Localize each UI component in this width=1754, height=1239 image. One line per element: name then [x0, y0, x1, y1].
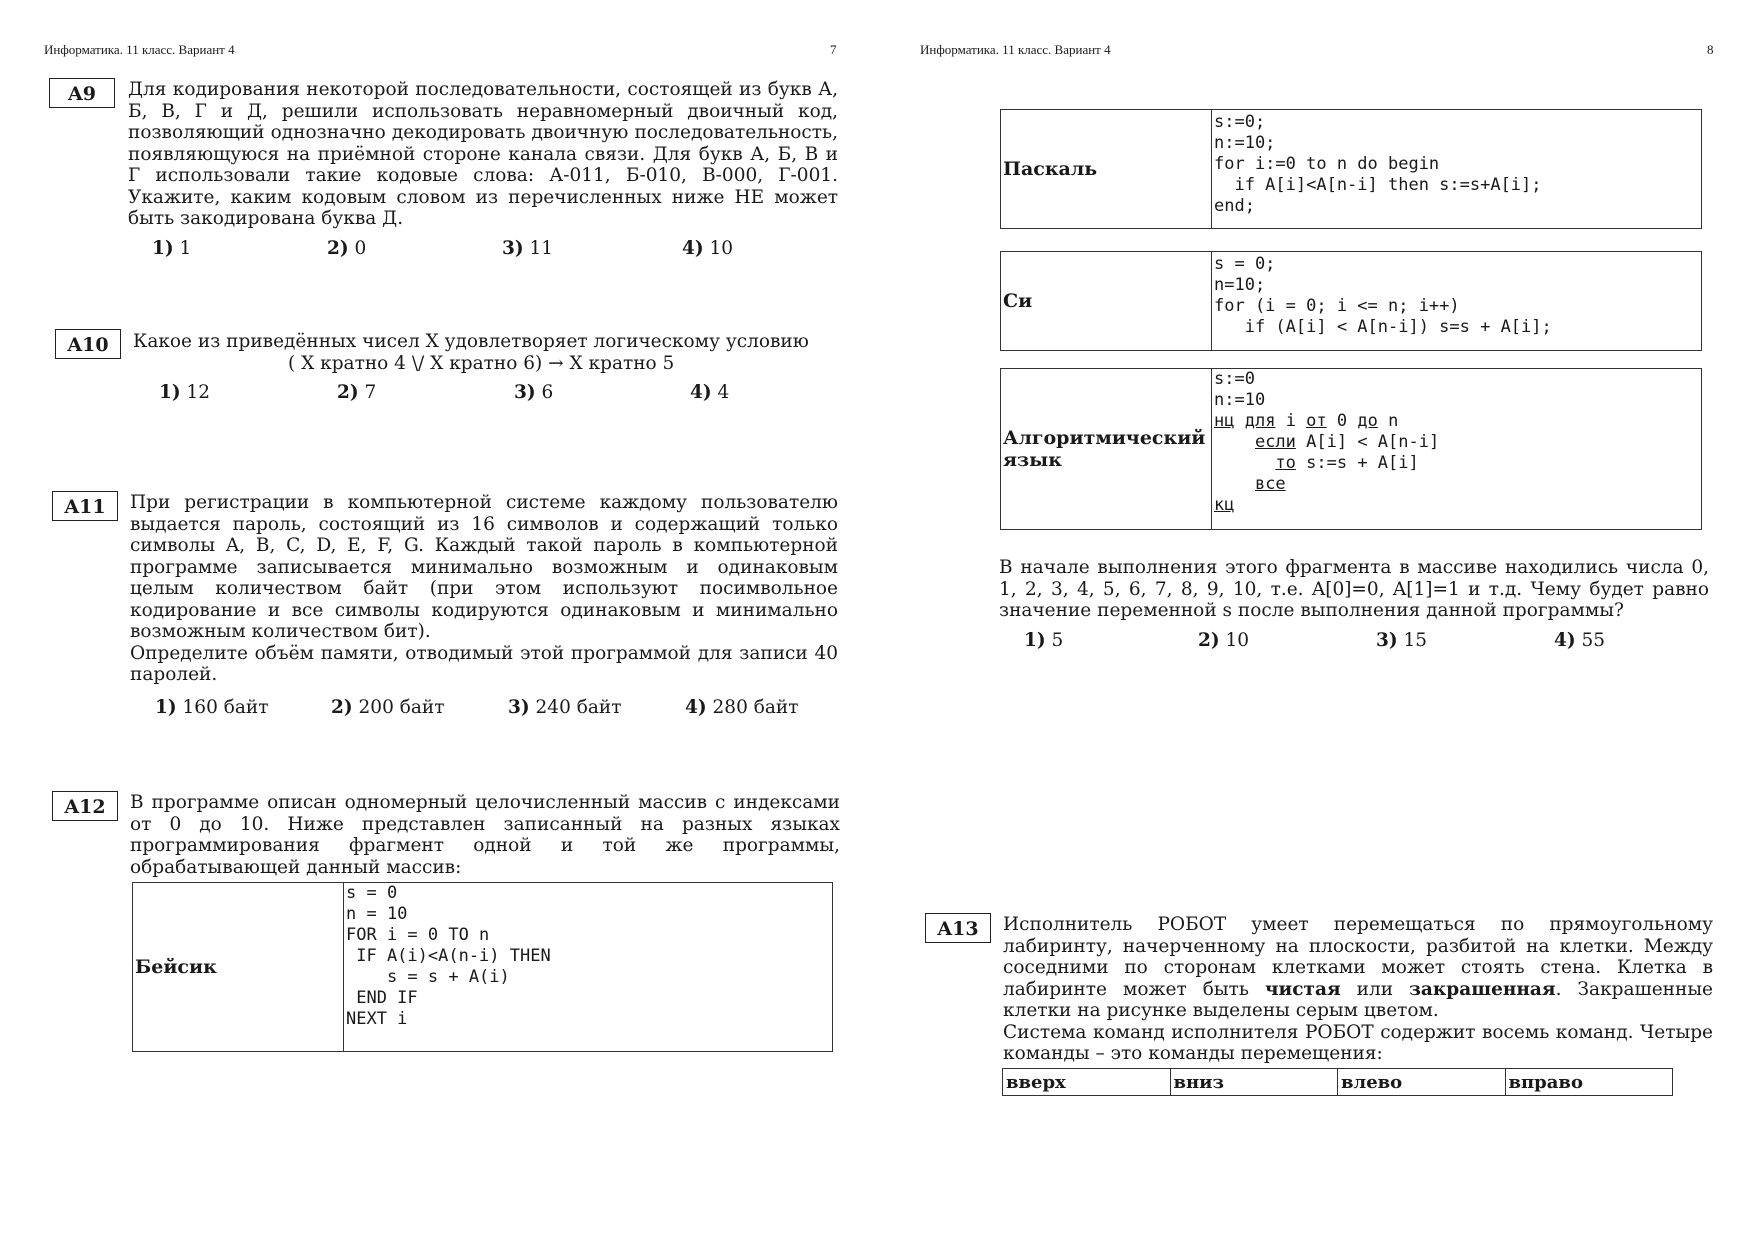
a10-answers	[159, 382, 729, 403]
a10-answer-3: 3) 6	[514, 382, 554, 403]
a12-answers	[1024, 630, 1605, 651]
a13-question-2: Система команд исполнителя РОБОТ содержит восемь команд. Четыре команды – это команды перемещения:	[1003, 1021, 1713, 1064]
command-down: вниз	[1170, 1069, 1338, 1096]
a9-text	[128, 79, 838, 230]
a10-answer-2: 2) 7	[337, 382, 377, 403]
a12-answer-1: 1) 5	[1024, 630, 1064, 651]
basic-code: s = 0 n = 10 FOR i = 0 TO n IF A(i)<A(n-i) THEN s = s + A(i) END IF NEXT i	[344, 883, 833, 1052]
a12-text	[130, 792, 840, 878]
pascal-lang-label: Паскаль	[1001, 110, 1212, 229]
a13-text	[1003, 914, 1713, 1065]
a9-label: A9	[49, 78, 115, 108]
alg-code-table	[1000, 368, 1702, 530]
robot-commands-table	[1002, 1068, 1673, 1096]
alg-code: s:=0 n:=10 нц для i от 0 до n если A[i] < A[n-i] то s:=s + A[i] все кц	[1212, 369, 1702, 530]
a13-label: A13	[925, 913, 991, 943]
c-lang-label: Си	[1001, 252, 1212, 351]
a9-answer-1: 1) 1	[152, 238, 192, 259]
a10-text	[133, 331, 838, 374]
left-page-number: 7	[830, 42, 837, 57]
after-code-question: В начале выполнения этого фрагмента в массиве находились числа 0, 1, 2, 3, 4, 5, 6, 7, 8, 9, 10, т.е. A[0]=0, A[1]=1 и т.д. Чему будет равно значение переменной s после выполнения данной программы?	[999, 557, 1709, 621]
right-page	[877, 0, 1754, 1239]
basic-lang-label: Бейсик	[133, 883, 344, 1052]
a9-answer-4: 4) 10	[682, 238, 734, 259]
a10-answer-1: 1) 12	[159, 382, 211, 403]
command-up: вверх	[1003, 1069, 1171, 1096]
a12-answer-4: 4) 55	[1554, 630, 1606, 651]
a11-question-2: Определите объём памяти, отводимый этой программой для записи 40 паролей.	[130, 642, 838, 685]
left-header: Информатика. 11 класс. Вариант 4	[44, 42, 235, 57]
a10-question: Какое из приведённых чисел X удовлетворяет логическому условию	[133, 331, 809, 352]
right-page-number: 8	[1707, 42, 1714, 57]
alg-lang-label: Алгоритмический язык	[1001, 369, 1212, 530]
a9-answer-2: 2) 0	[327, 238, 367, 259]
a9-question: Для кодирования некоторой последовательности, состоящей из букв А, Б, В, Г и Д, решили использовать неравномерный двоичный код, позволяющий однозначно декодировать двоичную последовательность, появляющуюся на приёмной стороне канала связи. Для букв А, Б, В и Г использовали такие кодовые слова: А-011, Б-010, В-000, Г-001. Укажите, каким кодовым словом из перечисленных ниже НЕ может быть закодирована буква Д.	[128, 79, 838, 229]
a10-answer-4: 4) 4	[690, 382, 730, 403]
a11-answer-1: 1) 160 байт	[155, 697, 269, 718]
a11-answers	[155, 697, 798, 718]
a12-label: A12	[52, 791, 118, 821]
a11-answer-4: 4) 280 байт	[685, 697, 799, 718]
command-left: влево	[1338, 1069, 1506, 1096]
a11-question: При регистрации в компьютерной системе каждому пользователю выдается пароль, состоящий из 16 символов и содержащий только символы A, B, C, D, E, F, G. Каждый такой пароль в компьютерной программе записывается минимально возможным и одинаковым целым количеством байт (при этом используют посимвольное кодирование и все символы кодируются одинаковым и минимально возможным количеством бит).	[130, 492, 838, 642]
a12-answer-3: 3) 15	[1376, 630, 1428, 651]
a11-answer-3: 3) 240 байт	[508, 697, 622, 718]
c-code-table	[1000, 251, 1702, 351]
pascal-code-table	[1000, 109, 1702, 229]
a10-formula: ( X кратно 4 \/ X кратно 6) → X кратно 5	[288, 352, 675, 374]
a10-label: A10	[55, 329, 121, 359]
a9-answer-3: 3) 11	[502, 238, 554, 259]
a13-question: Исполнитель РОБОТ умеет перемещаться по прямоугольному лабиринту, начерченному на плоскости, разбитой на клетки. Между соседними по сторонам клетками может стоять стена. Клетка в лабиринте может быть чистая или закрашенная. Закрашенные клетки на рисунке выделены серым цветом.	[1003, 914, 1713, 1021]
a12-answer-2: 2) 10	[1198, 630, 1250, 651]
basic-code-table	[132, 882, 833, 1052]
command-right: вправо	[1505, 1069, 1673, 1096]
c-code: s = 0; n=10; for (i = 0; i <= n; i++) if (A[i] < A[n-i]) s=s + A[i];	[1212, 252, 1702, 351]
a11-label: A11	[52, 491, 118, 521]
after-code-text	[999, 557, 1709, 622]
a9-answers	[152, 238, 733, 259]
a11-answer-2: 2) 200 байт	[331, 697, 445, 718]
a12-question: В программе описан одномерный целочисленный массив с индексами от 0 до 10. Ниже представлен записанный на разных языках программирования фрагмент одной и той же программы, обрабатывающей данный массив:	[130, 792, 840, 878]
a11-text	[130, 492, 838, 686]
pascal-code: s:=0; n:=10; for i:=0 to n do begin if A[i]<A[n-i] then s:=s+A[i]; end;	[1212, 110, 1702, 229]
right-header: Информатика. 11 класс. Вариант 4	[920, 42, 1111, 57]
